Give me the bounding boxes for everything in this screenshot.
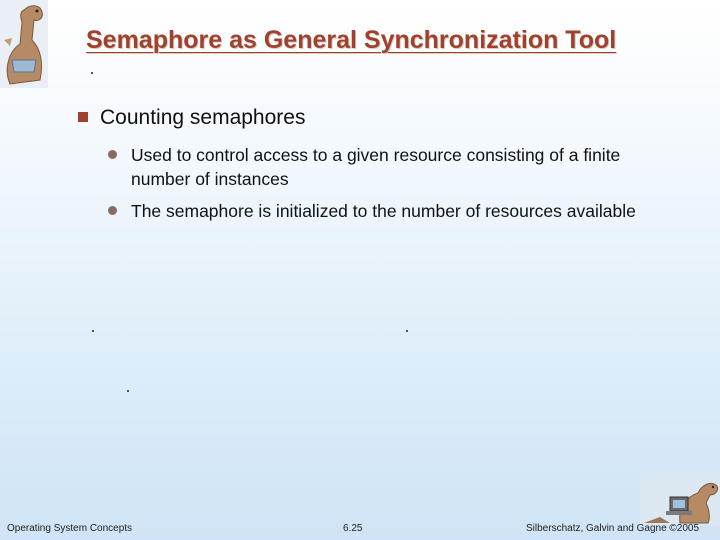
bullet-text: Counting semaphores	[100, 106, 306, 129]
sub-bullet	[108, 199, 648, 223]
dinosaur-logo-icon	[0, 0, 48, 88]
dinosaur-with-computer-icon	[640, 473, 720, 525]
sub-bullet	[108, 143, 648, 191]
slide-title: Semaphore as General Synchronization Tool	[86, 26, 617, 54]
speck	[406, 330, 408, 332]
bullet-counting-semaphores	[78, 106, 305, 130]
speck	[91, 72, 93, 74]
footer-copyright: Silberschatz, Galvin and Gagne ©2005	[526, 523, 700, 534]
round-bullet-icon	[108, 150, 117, 159]
footer-page-number: 6.25	[343, 523, 363, 534]
sub-bullet-text: Used to control access to a given resource consisting of a finite number of instances	[131, 145, 621, 189]
sub-bullet-text: The semaphore is initialized to the number of resources available	[131, 201, 636, 221]
speck	[127, 390, 129, 392]
speck	[92, 330, 94, 332]
square-bullet-icon	[78, 112, 88, 122]
footer-course-title: Operating System Concepts	[7, 523, 133, 534]
round-bullet-icon	[108, 206, 117, 215]
